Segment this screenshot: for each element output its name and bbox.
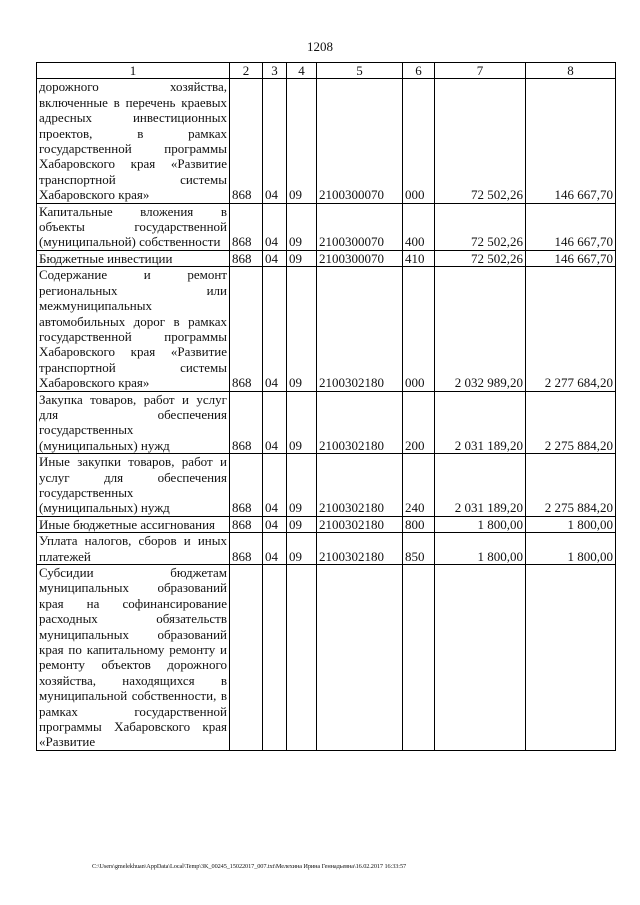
expense-type-cell: 410 [403, 250, 435, 266]
target-article-cell: 2100302180 [317, 391, 403, 454]
amount-year2-cell: 1 800,00 [526, 533, 616, 565]
target-article-cell: 2100300070 [317, 250, 403, 266]
subsection-cell: 09 [287, 533, 317, 565]
table-row [37, 203, 616, 250]
amount-year2-cell: 146 667,70 [526, 79, 616, 203]
target-article-cell: 2100302180 [317, 267, 403, 391]
header-cell: 5 [317, 63, 403, 79]
page-number: 1208 [307, 39, 333, 54]
header-cell: 6 [403, 63, 435, 79]
expense-type-cell: 850 [403, 533, 435, 565]
admin-code-cell: 868 [230, 516, 263, 532]
table-row [37, 391, 616, 454]
table-body [37, 79, 616, 750]
admin-code-cell [230, 565, 263, 751]
description-cell: Уплата налогов, сборов и иных платежей [37, 533, 230, 565]
subsection-cell: 09 [287, 203, 317, 250]
expense-type-cell: 200 [403, 391, 435, 454]
amount-year1-cell: 72 502,26 [435, 250, 526, 266]
section-cell: 04 [263, 250, 287, 266]
target-article-cell: 2100302180 [317, 454, 403, 517]
amount-year1-cell: 2 031 189,20 [435, 454, 526, 517]
subsection-cell: 09 [287, 391, 317, 454]
target-article-cell: 2100302180 [317, 533, 403, 565]
amount-year1-cell: 2 032 989,20 [435, 267, 526, 391]
expense-type-cell: 800 [403, 516, 435, 532]
table-row [37, 267, 616, 391]
expense-type-cell: 400 [403, 203, 435, 250]
subsection-cell: 09 [287, 267, 317, 391]
admin-code-cell: 868 [230, 250, 263, 266]
amount-year2-cell: 146 667,70 [526, 250, 616, 266]
amount-year2-cell: 1 800,00 [526, 516, 616, 532]
description-cell: Иные закупки товаров, работ и услуг для обеспечения государственных (муниципальных) нужд [37, 454, 230, 517]
admin-code-cell: 868 [230, 267, 263, 391]
table-row [37, 250, 616, 266]
description-cell: Закупка товаров, работ и услуг для обеспечения государственных (муниципальных) нужд [37, 391, 230, 454]
expense-type-cell: 000 [403, 267, 435, 391]
header-cell: 3 [263, 63, 287, 79]
target-article-cell [317, 565, 403, 751]
amount-year2-cell: 2 277 684,20 [526, 267, 616, 391]
admin-code-cell: 868 [230, 203, 263, 250]
admin-code-cell: 868 [230, 533, 263, 565]
table-row [37, 533, 616, 565]
section-cell: 04 [263, 533, 287, 565]
header-cell: 4 [287, 63, 317, 79]
table-row [37, 565, 616, 751]
budget-table [36, 62, 616, 751]
amount-year1-cell: 1 800,00 [435, 533, 526, 565]
amount-year1-cell: 72 502,26 [435, 203, 526, 250]
amount-year1-cell [435, 565, 526, 751]
subsection-cell: 09 [287, 79, 317, 203]
section-cell: 04 [263, 203, 287, 250]
header-cell: 1 [37, 63, 230, 79]
description-cell: Капитальные вложения в объекты государственной (муниципальной) собственности [37, 203, 230, 250]
expense-type-cell [403, 565, 435, 751]
header-cell: 7 [435, 63, 526, 79]
target-article-cell: 2100302180 [317, 516, 403, 532]
section-cell: 04 [263, 516, 287, 532]
section-cell: 04 [263, 454, 287, 517]
admin-code-cell: 868 [230, 391, 263, 454]
description-cell: дорожного хозяйства, включенные в перечень краевых адресных инвестиционных проектов, в рамках государственной программы Хабаровского края «Развитие транспортной системы Хабаровского края» [37, 79, 230, 203]
amount-year1-cell: 72 502,26 [435, 79, 526, 203]
table-row [37, 79, 616, 203]
target-article-cell: 2100300070 [317, 203, 403, 250]
section-cell: 04 [263, 79, 287, 203]
subsection-cell: 09 [287, 454, 317, 517]
description-cell: Иные бюджетные ассигнования [37, 516, 230, 532]
target-article-cell: 2100300070 [317, 79, 403, 203]
header-cell: 2 [230, 63, 263, 79]
file-path-footer: C:\Users\gmelekhuan\AppData\Local\Temp\3K_00245_15022017_007.txt\Мелехина Ирина Геннадьевна\16.02.2017 16:33:57 [92, 863, 407, 870]
section-cell [263, 565, 287, 751]
description-cell: Субсидии бюджетам муниципальных образований края на софинансирование расходных обязательств муниципальных образований края по капитальному ремонту и ремонту объектов дорожного хозяйства, находящихся в муниципальной собственности, в рамках государственной программы Хабаровского края «Развитие [37, 565, 230, 751]
subsection-cell: 09 [287, 250, 317, 266]
table-row [37, 454, 616, 517]
admin-code-cell: 868 [230, 454, 263, 517]
section-cell: 04 [263, 267, 287, 391]
section-cell: 04 [263, 391, 287, 454]
expense-type-cell: 000 [403, 79, 435, 203]
amount-year1-cell: 1 800,00 [435, 516, 526, 532]
subsection-cell [287, 565, 317, 751]
expense-type-cell: 240 [403, 454, 435, 517]
header-row [37, 63, 616, 79]
amount-year2-cell: 2 275 884,20 [526, 454, 616, 517]
amount-year2-cell: 2 275 884,20 [526, 391, 616, 454]
description-cell: Бюджетные инвестиции [37, 250, 230, 266]
description-cell: Содержание и ремонт региональных или межмуниципальных автомобильных дорог в рамках государственной программы Хабаровского края «Развитие транспортной системы Хабаровского края» [37, 267, 230, 391]
subsection-cell: 09 [287, 516, 317, 532]
table-row [37, 516, 616, 532]
amount-year2-cell: 146 667,70 [526, 203, 616, 250]
amount-year1-cell: 2 031 189,20 [435, 391, 526, 454]
amount-year2-cell [526, 565, 616, 751]
header-cell: 8 [526, 63, 616, 79]
admin-code-cell: 868 [230, 79, 263, 203]
